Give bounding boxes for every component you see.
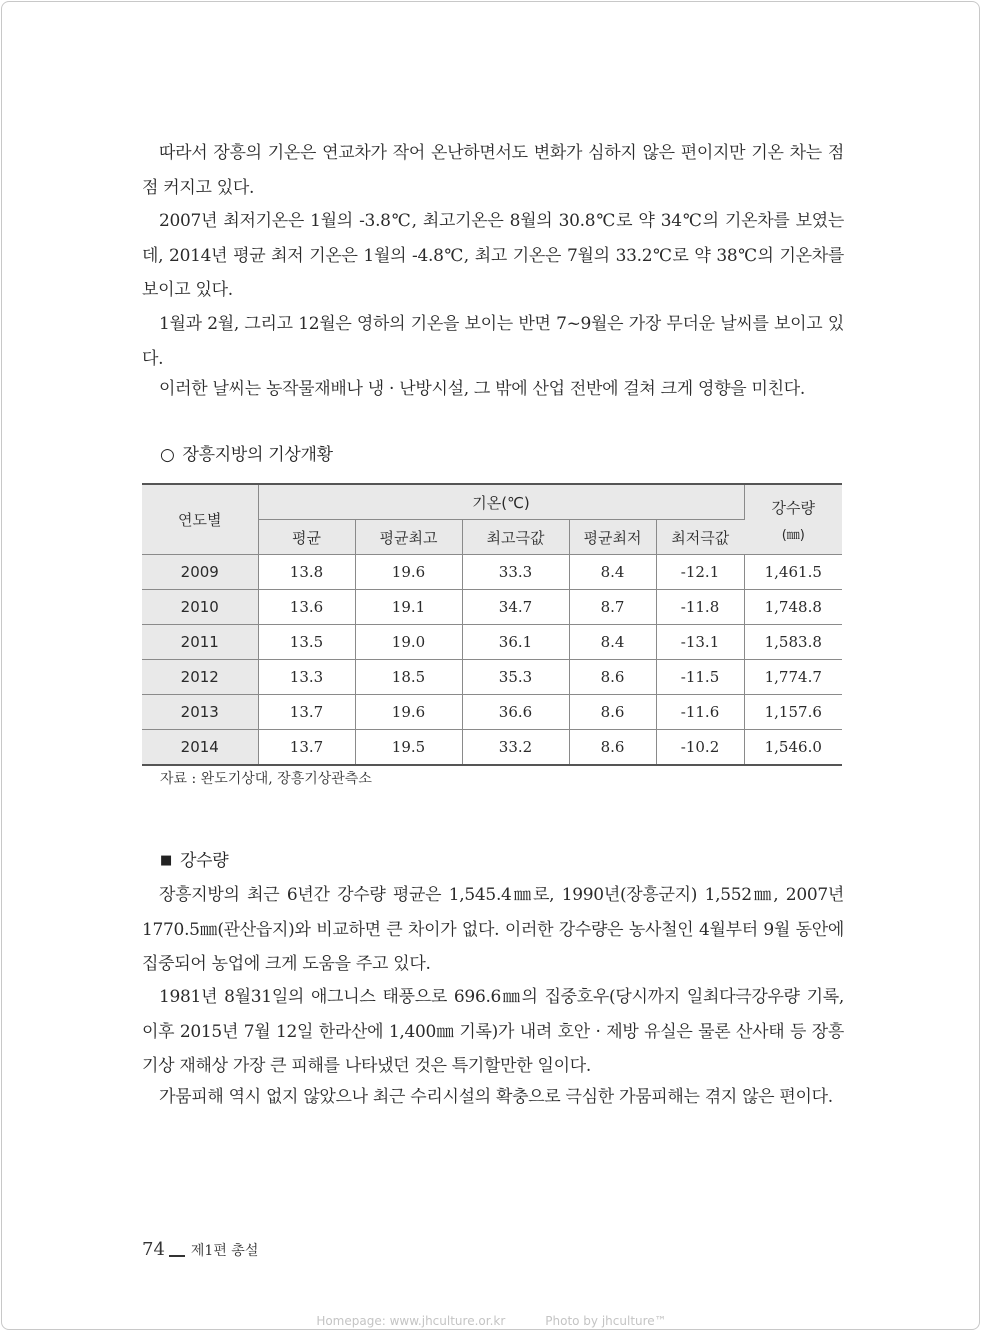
part-title: 제1편 총설	[190, 1243, 259, 1259]
table-cell: 33.2	[462, 730, 569, 766]
cell-year: 2014	[142, 730, 258, 766]
cell-year: 2010	[142, 590, 258, 625]
header-col: 평균최고	[355, 520, 462, 555]
table-cell: 19.5	[355, 730, 462, 766]
paragraph-drought: 가뭄피해 역시 없지 않았으나 최근 수리시설의 확충으로 극심한 가뭄피해는 겪지 않은 편이다.	[159, 1087, 833, 1107]
table-cell: 13.6	[258, 590, 355, 625]
table-cell: 1,748.8	[744, 590, 842, 625]
page-number: 74	[142, 1239, 165, 1260]
table-cell: 33.3	[462, 555, 569, 590]
watermark-homepage: Homepage: www.jhculture.or.kr	[316, 1314, 506, 1328]
table-cell: -10.2	[656, 730, 744, 766]
table-cell: 35.3	[462, 660, 569, 695]
table-cell: 36.1	[462, 625, 569, 660]
table-cell: 36.6	[462, 695, 569, 730]
table-row	[142, 625, 842, 660]
footer-divider	[169, 1255, 185, 1257]
rain-section-title: 강수량	[179, 851, 229, 871]
table-row	[142, 730, 842, 766]
table-row	[142, 590, 842, 625]
table-cell: 19.6	[355, 695, 462, 730]
table-header-row	[142, 484, 842, 520]
table-cell: 34.7	[462, 590, 569, 625]
header-col: 최저극값	[656, 520, 744, 555]
table-row	[142, 695, 842, 730]
table-cell: -11.8	[656, 590, 744, 625]
paragraph-impact: 이러한 날씨는 농작물재배나 냉 · 난방시설, 그 밖에 산업 전반에 걸쳐 크게 영향을 미친다.	[159, 379, 805, 399]
table-cell: 1,546.0	[744, 730, 842, 766]
paragraph-seasonal: 1월과 2월, 그리고 12월은 영하의 기온을 보이는 반면 7~9월은 가장 무더운 날씨를 보이고 있다.	[142, 314, 844, 369]
table-cell: 19.0	[355, 625, 462, 660]
table-cell: 8.6	[569, 695, 656, 730]
paragraph-temperature-intro: 따라서 장흥의 기온은 연교차가 작어 온난하면서도 변화가 심하지 않은 편이지만 기온 차는 점점 커지고 있다.	[142, 143, 844, 198]
paragraph-temperature-range: 2007년 최저기온은 1월의 -3.8℃, 최고기온은 8월의 30.8℃로 약 34℃의 기온차를 보였는데, 2014년 평균 최저 기온은 1월의 -4.8℃, 최고 기온은 7월의 33.2℃로 약 38℃의 기온차를 보이고 있다.	[142, 211, 844, 300]
weather-table	[142, 483, 842, 766]
table-cell: 8.6	[569, 730, 656, 766]
rain-section-heading	[160, 846, 228, 871]
table-section-heading	[160, 440, 333, 465]
cell-year: 2012	[142, 660, 258, 695]
table-cell: 19.1	[355, 590, 462, 625]
table-cell: 1,774.7	[744, 660, 842, 695]
table-cell: 13.3	[258, 660, 355, 695]
table-cell: 13.8	[258, 555, 355, 590]
header-precipitation	[744, 484, 842, 555]
table-cell: 1,157.6	[744, 695, 842, 730]
table-cell: 8.4	[569, 555, 656, 590]
table-cell: 1,461.5	[744, 555, 842, 590]
header-precipitation-unit: (㎜)	[781, 527, 805, 543]
table-section-title: 장흥지방의 기상개황	[182, 445, 333, 465]
paragraph-rain-average: 장흥지방의 최근 6년간 강수량 평균은 1,545.4㎜로, 1990년(장흥군지) 1,552㎜, 2007년 1770.5㎜(관산읍지)와 비교하면 큰 차이가 없다. 이러한 강수량은 농사철인 4월부터 9월 동안에 집중되어 농업에 크게 도움을 주고 있다.	[142, 885, 844, 974]
table-cell: 1,583.8	[744, 625, 842, 660]
table-cell: -12.1	[656, 555, 744, 590]
watermark-photo: Photo by jhculture™	[545, 1314, 667, 1328]
table-cell: 13.5	[258, 625, 355, 660]
cell-year: 2009	[142, 555, 258, 590]
table-source: 자료 : 완도기상대, 장흥기상관측소	[160, 771, 372, 787]
table-cell: 13.7	[258, 730, 355, 766]
cell-year: 2013	[142, 695, 258, 730]
table-cell: 13.7	[258, 695, 355, 730]
header-col: 평균	[258, 520, 355, 555]
watermark	[0, 1314, 983, 1328]
square-bullet-icon: ■	[160, 853, 172, 868]
header-precipitation-label: 강수량	[771, 498, 815, 517]
header-col: 최고극값	[462, 520, 569, 555]
header-year: 연도별	[142, 484, 258, 555]
table-cell: -11.5	[656, 660, 744, 695]
table-cell: 18.5	[355, 660, 462, 695]
table-cell: 8.7	[569, 590, 656, 625]
table-row	[142, 660, 842, 695]
table-cell: -13.1	[656, 625, 744, 660]
header-col: 평균최저	[569, 520, 656, 555]
table-cell: 8.6	[569, 660, 656, 695]
page-footer	[142, 1239, 258, 1260]
paragraph-typhoon: 1981년 8월31일의 애그니스 태풍으로 696.6㎜의 집중호우(당시까지 일최다극강우량 기록, 이후 2015년 7월 12일 한라산에 1,400㎜ 기록)가 내려 호안 · 제방 유실은 물론 산사태 등 장흥 기상 재해상 가장 큰 피해를 나타냈던 것은 특기할만한 일이다.	[142, 987, 844, 1076]
cell-year: 2011	[142, 625, 258, 660]
table-row	[142, 555, 842, 590]
circle-bullet-icon: ○	[160, 445, 175, 465]
table-cell: -11.6	[656, 695, 744, 730]
table-cell: 8.4	[569, 625, 656, 660]
table-cell: 19.6	[355, 555, 462, 590]
header-temperature-group: 기온(℃)	[258, 484, 744, 520]
